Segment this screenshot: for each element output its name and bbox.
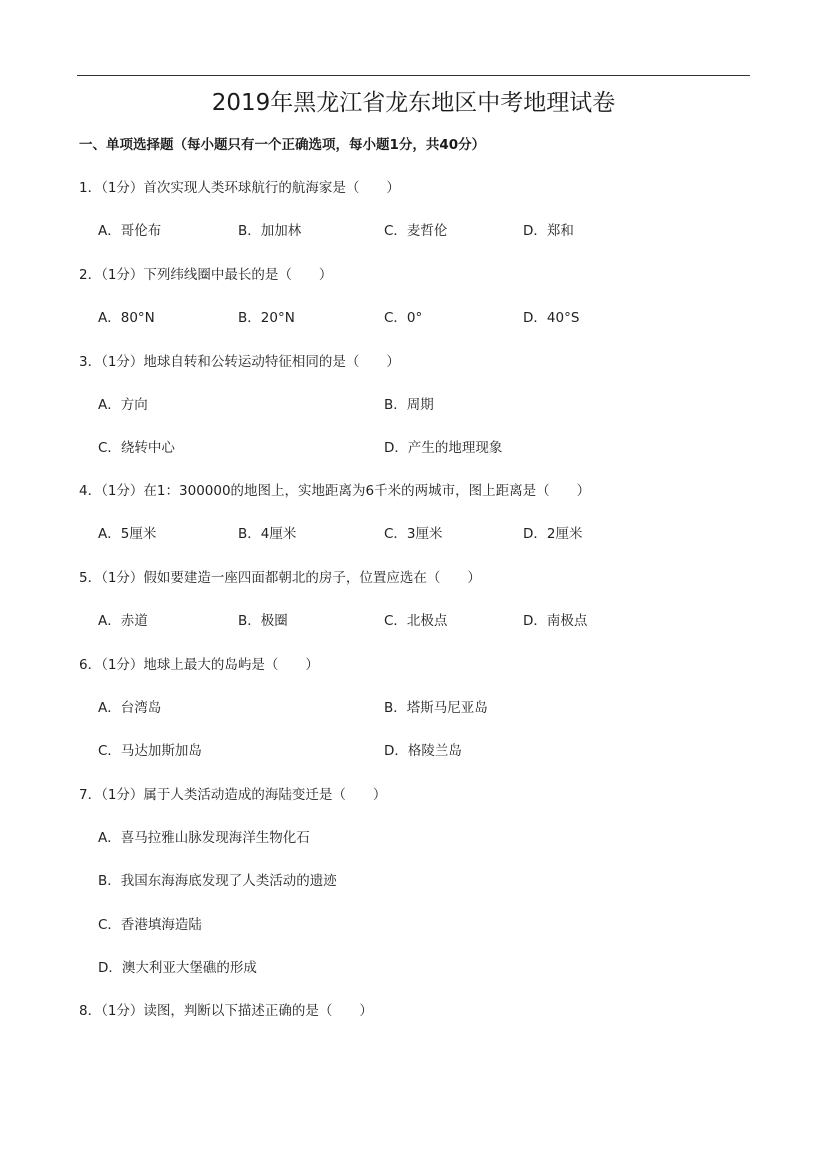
question-6: 6．（1分）地球上最大的岛屿是（ ） — [79, 657, 319, 673]
header-rule — [77, 75, 750, 76]
q5-option-b[interactable]: B．极圈 — [238, 613, 288, 629]
q5-option-c[interactable]: C．北极点 — [384, 613, 448, 629]
q3-option-b[interactable]: B．周期 — [384, 397, 434, 413]
q6-option-d[interactable]: D．格陵兰岛 — [384, 743, 462, 759]
q1-option-c[interactable]: C．麦哲伦 — [384, 223, 448, 239]
page-title: 2019年黑龙江省龙东地区中考地理试卷 — [211, 90, 616, 116]
question-5: 5．（1分）假如要建造一座四面都朝北的房子，位置应选在（ ） — [79, 570, 481, 586]
q4-option-b[interactable]: B．4厘米 — [238, 526, 297, 542]
q1-option-d[interactable]: D．郑和 — [523, 223, 574, 239]
q4-option-c[interactable]: C．3厘米 — [384, 526, 443, 542]
question-3: 3．（1分）地球自转和公转运动特征相同的是（ ） — [79, 354, 400, 370]
question-2: 2．（1分）下列纬线圈中最长的是（ ） — [79, 267, 333, 283]
question-8: 8．（1分）读图，判断以下描述正确的是（ ） — [79, 1003, 373, 1019]
q6-option-a[interactable]: A．台湾岛 — [98, 700, 162, 716]
q1-option-b[interactable]: B．加加林 — [238, 223, 302, 239]
q6-option-c[interactable]: C．马达加斯加岛 — [98, 743, 202, 759]
question-4: 4．（1分）在1：300000的地图上，实地距离为6千米的两城市，图上距离是（ ） — [79, 483, 591, 499]
question-7: 7．（1分）属于人类活动造成的海陆变迁是（ ） — [79, 787, 387, 803]
q4-option-d[interactable]: D．2厘米 — [523, 526, 583, 542]
q1-option-a[interactable]: A．哥伦布 — [98, 223, 162, 239]
q5-option-d[interactable]: D．南极点 — [523, 613, 588, 629]
q2-option-d[interactable]: D．40°S — [523, 310, 580, 326]
q2-option-b[interactable]: B．20°N — [238, 310, 295, 326]
q3-option-a[interactable]: A．方向 — [98, 397, 148, 413]
q3-option-c[interactable]: C．绕转中心 — [98, 440, 175, 456]
q7-option-b[interactable]: B．我国东海海底发现了人类活动的遗迹 — [98, 873, 337, 889]
q7-option-c[interactable]: C．香港填海造陆 — [98, 917, 202, 933]
q6-option-b[interactable]: B．塔斯马尼亚岛 — [384, 700, 488, 716]
section-heading: 一、单项选择题（每小题只有一个正确选项，每小题1分，共40分） — [79, 137, 486, 153]
q7-option-d[interactable]: D．澳大利亚大堡礁的形成 — [98, 960, 257, 976]
q3-option-d[interactable]: D．产生的地理现象 — [384, 440, 503, 456]
question-1: 1．（1分）首次实现人类环球航行的航海家是（ ） — [79, 180, 400, 196]
q2-option-c[interactable]: C．0° — [384, 310, 423, 326]
q4-option-a[interactable]: A．5厘米 — [98, 526, 157, 542]
q2-option-a[interactable]: A．80°N — [98, 310, 155, 326]
q5-option-a[interactable]: A．赤道 — [98, 613, 148, 629]
q7-option-a[interactable]: A．喜马拉雅山脉发现海洋生物化石 — [98, 830, 310, 846]
